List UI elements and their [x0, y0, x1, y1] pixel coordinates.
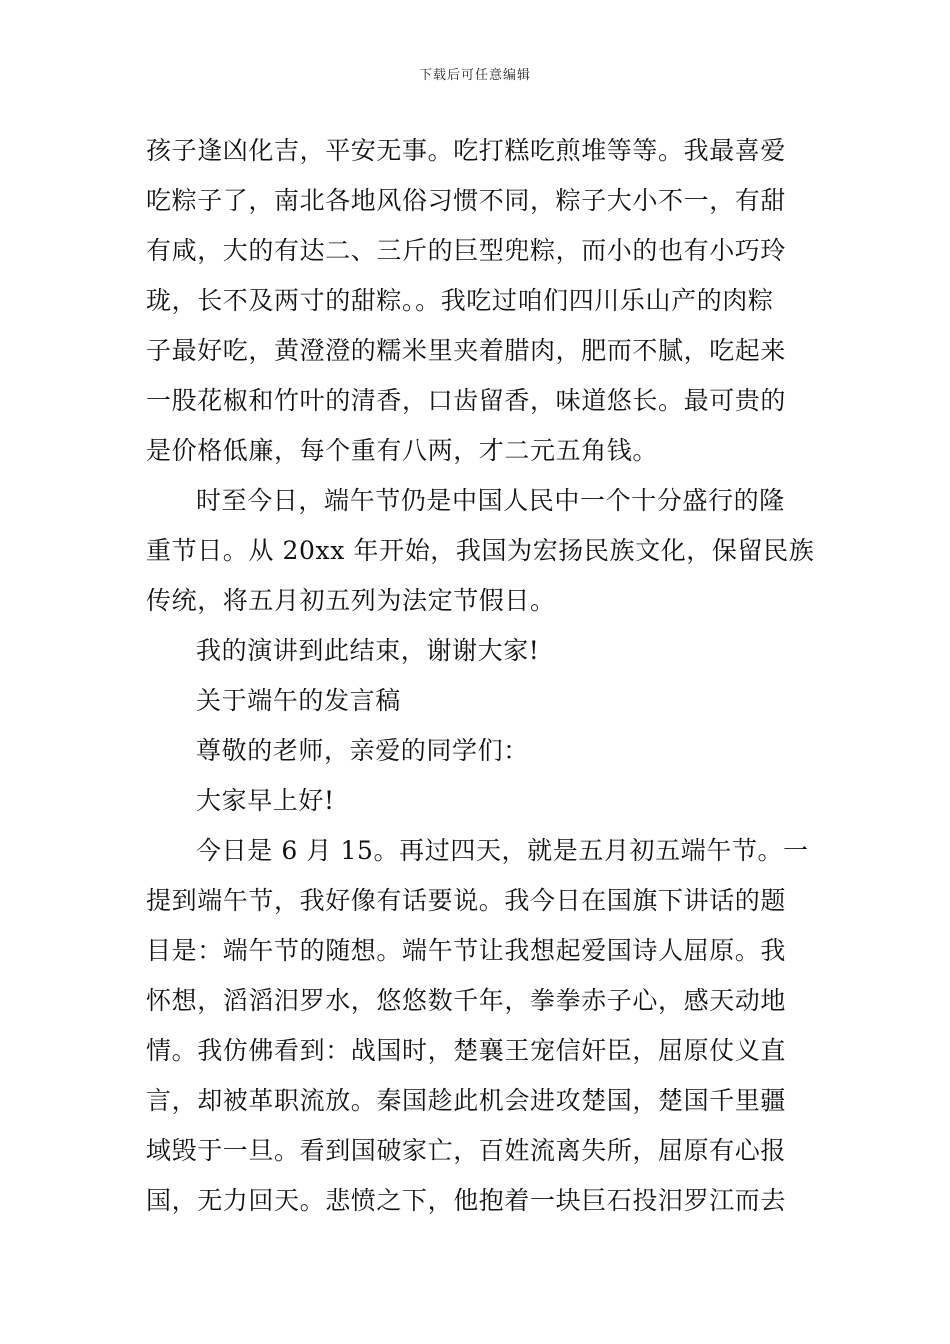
- paragraph-first-line: 时至今日，端午节仍是中国人民中一个十分盛行的隆: [196, 486, 785, 515]
- document-body: [146, 126, 815, 1226]
- text-line: 子最好吃，黄澄澄的糯米里夹着腊肉，肥而不腻，吃起来: [146, 336, 787, 365]
- text-line: 目是：端午节的随想。端午节让我想起爱国诗人屈原。我: [146, 936, 787, 965]
- text-line: 是价格低廉，每个重有八两，才二元五角钱。: [146, 436, 659, 465]
- paragraph-first-line: 今日是 6 月 15。再过四天，就是五月初五端午节。一: [196, 836, 809, 865]
- text-line: 域毁于一旦。看到国破家亡，百姓流离失所，屈原有心报: [146, 1136, 787, 1165]
- text-line: 国，无力回天。悲愤之下，他抱着一块巨石投汨罗江而去: [146, 1186, 787, 1215]
- text-line: 一股花椒和竹叶的清香，口齿留香，味道悠长。最可贵的: [146, 386, 787, 415]
- text-line: 情。我仿佛看到：战国时，楚襄王宠信奸臣，屈原仗义直: [146, 1036, 787, 1065]
- text-line: 珑，长不及两寸的甜粽。。我吃过咱们四川乐山产的肉粽: [146, 286, 774, 315]
- text-line: 提到端午节，我好像有话要说。我今日在国旗下讲话的题: [146, 886, 787, 915]
- text-line: 怀想，滔滔汨罗水，悠悠数千年，拳拳赤子心，感天动地: [146, 986, 787, 1015]
- section-title: 关于端午的发言稿: [196, 686, 401, 715]
- salutation: 尊敬的老师，亲爱的同学们：: [196, 736, 529, 765]
- text-line: 传统，将五月初五列为法定节假日。: [146, 586, 556, 615]
- page-header-note: 下载后可任意编辑: [418, 68, 531, 83]
- text-line: 吃粽子了，南北各地风俗习惯不同，粽子大小不一，有甜: [146, 186, 787, 215]
- text-line: 重节日。从 20xx 年开始，我国为宏扬民族文化，保留民族: [146, 536, 815, 565]
- closing-remark: 我的演讲到此结束，谢谢大家!: [196, 636, 540, 665]
- greeting: 大家早上好!: [196, 786, 335, 815]
- text-line: 孩子逢凶化吉，平安无事。吃打糕吃煎堆等等。我最喜爱: [146, 136, 787, 165]
- text-line: 言，却被革职流放。秦国趁此机会进攻楚国，楚国千里疆: [146, 1086, 787, 1115]
- text-line: 有咸，大的有达二、三斤的巨型兜粽，而小的也有小巧玲: [146, 236, 787, 265]
